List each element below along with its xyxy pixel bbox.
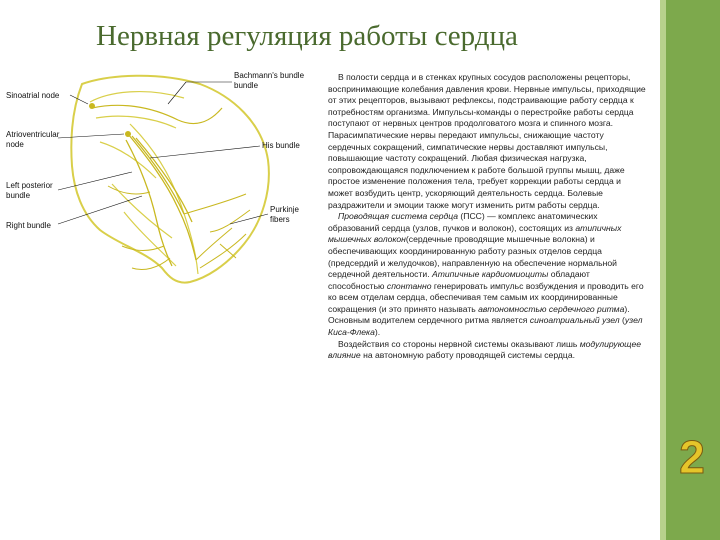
label-right-bundle: Right bundle: [6, 221, 51, 230]
label-av-node-line1: Atrioventricular: [6, 130, 60, 139]
label-av-node-line2: node: [6, 140, 24, 149]
label-bundle-word: bundle: [234, 81, 259, 90]
label-left-posterior-line2: bundle: [6, 191, 31, 200]
term-conduction-system: Проводящая система сердца: [338, 211, 459, 222]
heart-conduction-diagram: [0, 62, 320, 287]
paragraph-2: Проводящая система сердца (ПСС) — комплекс анатомических образований сердца (узлов, пучков и волокон), состоящих из атипичных мышечных волокон(сердечные проводящие мышечные волокна) и обеспечивающих координированную работу разных отделов сердца (предсердий и желудочков), направленную на обеспечение нормальной сердечной деятельности. Атипичные кардиомиоциты обладают способностью спонтанно генерировать импульс возбуждения и проводить его ко всем отделам сердца, обеспечивая тем самым их координированные сокращения (и это принято называть автономностью сердечного ритма). Основным водителем сердечного ритма является синоатриальный узел (узел Киса-Флека).: [328, 211, 644, 338]
label-his-bundle: His bundle: [262, 141, 300, 150]
page-number: 2: [679, 431, 705, 483]
body-text: [328, 72, 648, 362]
label-left-posterior-line1: Left posterior: [6, 181, 53, 190]
page-title: Нервная регуляция работы сердца: [96, 20, 518, 52]
paragraph-3: Воздействия со стороны нервной системы оказывают лишь модулирующее влияние на автономную работу проводящей системы сердца.: [328, 338, 642, 361]
sinoatrial-node-marker: [89, 103, 95, 109]
label-sinoatrial-node: Sinoatrial node: [6, 91, 60, 100]
his-bundle-fibers: [126, 134, 196, 266]
label-purkinje-line1: Purkinje: [270, 205, 299, 214]
av-node-marker: [125, 131, 131, 137]
paragraph-1: В полости сердца и в стенках крупных сосудов расположены рецепторы, воспринимающие колебания давления крови. Нервные импульсы, приходящие от этих рецепторов, вызывают рефлексы, подстраивающие работу сердца к потребностям организма. Импульсы-команды о перестройке работы сердца поступают от нервных центров продолговатого мозга и спинного мозга. Парасимпатические нервы передают импульсы, снижающие частоту сердечных сокращений, симпатические нервы доставляют импульсы, повышающие частоту сокращений. Любая физическая нагрузка, сопровождающаяся подключением к работе большой группы мышц, даже простое изменение положения тела, требует коррекции работы сердца и может возбудить центр, ускоряющий деятельность сердца. Болевые раздражители и эмоции также могут изменить ритм работы сердца.: [328, 72, 646, 210]
label-purkinje-line2: fibers: [270, 215, 290, 224]
label-bachmann-bundle: Bachmann's bundle: [234, 71, 305, 80]
